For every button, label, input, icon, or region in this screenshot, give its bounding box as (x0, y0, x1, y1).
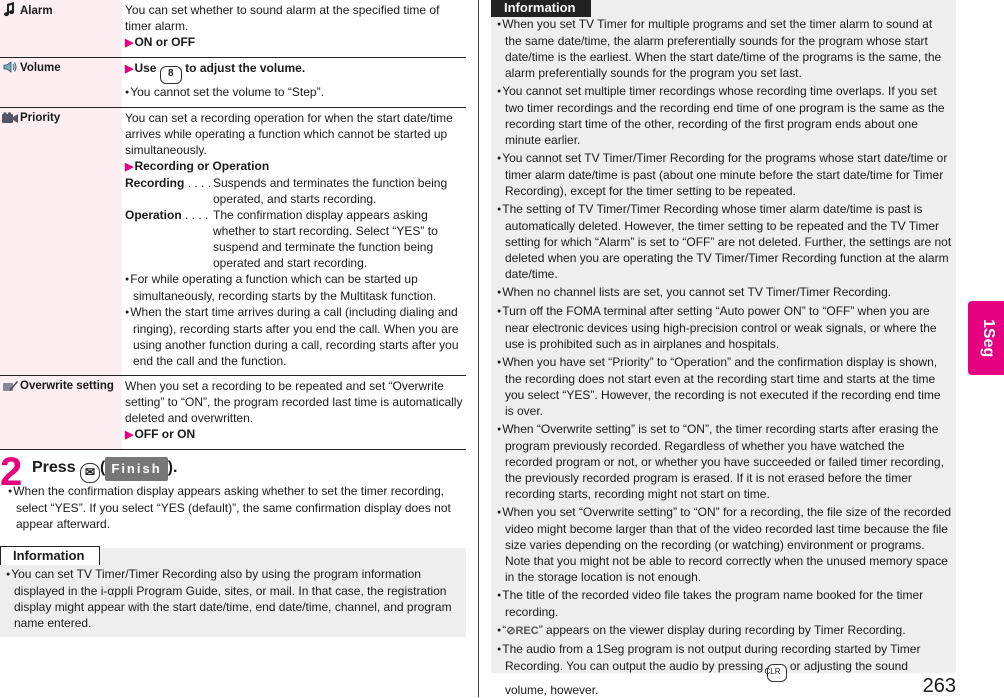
setting-label: Priority (20, 112, 61, 124)
left-column (0, 0, 466, 637)
bullet-item: ● The setting of TV Timer/Timer Recording whose timer alarm date/time is past is automatically deleted. However, the timer setting to be repeated and the TV Timer setting for which “Alarm” is set to “OFF” are not deleted. Further, the settings are not deleted when you are operating the TV Timer/Timer Recording function at the alarm date/time. (497, 201, 952, 282)
step-title: Press ✉ ( Finish ). (32, 456, 466, 483)
page-number: 263 (922, 675, 956, 697)
bullet-item: ● When you set TV Timer for multiple programs and set the timer alarm to sound at the same date/time, the alarm preferentially sounds for the program whose start date/time is the earliest. When the start date/time of the programs is the same, the alarm preferentially sounds for the program you set last. (497, 16, 952, 81)
bullet-item: ● When you have set “Priority” to “Operation” and the confirmation display is shown, the recording does not start even at the recording start time and starts at the time you select “YES”. However, the recording is not executed if the recording end time is over. (497, 354, 952, 419)
priority-camera-icon (2, 112, 20, 129)
arrow-icon: ▶ (125, 63, 134, 75)
bullet-item: ● The title of the recorded video file takes the program name booked for the timer recording. (497, 587, 952, 620)
finish-softkey-icon: Finish (105, 457, 167, 481)
bullet-item: ● When the start time arrives during a call (including dialing and ringing), recording starts after you end the call. When you are using another function during a call, recording starts after you end the call and the function. (125, 304, 464, 369)
bullet-item: ● You can set TV Timer/Timer Recording also by using the program information displayed in the i-αppli Program Guide, sites, or mail. In that case, the registration display might appear with the start date/time, end date/time, channel, and program name entered. (6, 566, 460, 631)
setting-label: Alarm (20, 5, 53, 17)
arrow-icon: ▶ (125, 429, 134, 441)
mail-key-icon: ✉ (80, 463, 100, 483)
step-2 (0, 450, 466, 532)
rec-indicator-icon: ⊘REC (506, 625, 539, 637)
setting-description (122, 108, 466, 376)
bullet-item: ● When the confirmation display appears asking whether to set the timer recording, select “YES”. If you select “YES (default)”, the same confirmation display does not appear afterward. (8, 483, 466, 532)
volume-speaker-icon (2, 60, 20, 79)
bullet-item: ● You cannot set TV Timer/Timer Recording for the programs whose start date/time or timer alarm date/time is past (about one minute before the start date/time for Timer Recording), except for the timer setting to be repeated. (497, 150, 952, 199)
bullet-item: ● For while operating a function which can be started up simultaneously, recording starts by the Multitask function. (125, 271, 464, 304)
nav-key-icon: 8 (160, 66, 182, 84)
setting-text: You can set whether to sound alarm at the specified time of timer alarm. (125, 3, 440, 33)
setting-label-cell (0, 58, 122, 108)
setting-description (122, 58, 466, 108)
bullet-item: ● You cannot set multiple timer recordings whose recording time overlaps. If you set two timer recordings and the recording end time of one program is the same as the recording start time of the other, recording of the first program ends about one minute earlier. (497, 83, 952, 148)
bullet-item: ● When “Overwrite setting” is set to “ON”, the timer recording starts after erasing the program previously recorded. Regardless of whether you have watched the recorded program or not, or whether you have succeeded or failed timer recording, the previously recorded program is erased. If it is not erased before the timer recording starts, recording might not start on time. (497, 421, 952, 502)
setting-option: ▶Use 8 to adjust the volume. (125, 60, 464, 84)
column-divider (478, 0, 479, 697)
information-box-left (0, 548, 466, 637)
alarm-note-icon (2, 2, 20, 22)
setting-label: Overwrite setting (20, 380, 114, 392)
setting-label-cell (0, 376, 122, 450)
setting-row-priority (0, 108, 466, 376)
setting-row-overwrite (0, 376, 466, 450)
bullet-item: ● You cannot set the volume to “Step”. (125, 84, 464, 101)
clr-key-icon: CLR (767, 664, 787, 682)
setting-row-alarm (0, 0, 466, 58)
information-tag: Information (491, 0, 591, 17)
setting-option: ▶OFF or ON (125, 427, 196, 441)
arrow-icon: ▶ (125, 37, 134, 49)
definition-term: Operation . . . . (125, 208, 209, 222)
bullet-item: ● When no channel lists are set, you cannot set TV Timer/Timer Recording. (497, 284, 952, 301)
setting-description (122, 376, 466, 450)
setting-label-cell (0, 0, 122, 58)
setting-description (122, 0, 466, 58)
overwrite-icon (2, 380, 20, 397)
setting-option: ▶Recording or Operation (125, 159, 270, 173)
bullet-item: ● The audio from a 1Seg program is not output during recording started by Timer Recording. You can output the audio by pressing CLR or adjusting the sound volume, however. (497, 641, 952, 698)
arrow-icon: ▶ (125, 161, 134, 173)
section-side-tab: 1Seg (968, 301, 1004, 375)
step-number: 2 (0, 450, 23, 494)
setting-text: When you set a recording to be repeated and set “Overwrite setting” to “ON”, the program recorded last time is automatically deleted and overwritten. (125, 379, 463, 425)
definition-term: Recording . . . . (125, 176, 212, 190)
information-tag: Information (0, 546, 100, 565)
bullet-item: ● “⊘REC” appears on the viewer display during recording by Timer Recording. (497, 622, 952, 639)
definition-desc: The confirmation display appears asking whether to start recording. Select “YES” to suspend and terminate the function being operated and start recording. (213, 208, 438, 270)
setting-option: ▶ON or OFF (125, 35, 196, 49)
setting-row-volume (0, 58, 466, 108)
settings-table (0, 0, 466, 450)
definition-list (125, 175, 464, 271)
definition-desc: Suspends and terminates the function being operated, and starts recording. (213, 176, 448, 206)
setting-label-cell (0, 108, 122, 376)
bullet-item: ● Turn off the FOMA terminal after setting “Auto power ON” to “OFF” when you are near electronic devices using high-precision control or weak signals, or where the use is prohibited such as in airplanes and hospitals. (497, 303, 952, 352)
bullet-item: ● When you set “Overwrite setting” to “ON” for a recording, the file size of the recorded video might become larger than that of the video recorded last time because the file size varies depending on the recording (or watching) environment or programs. Note that you might not be able to record correctly when the unused memory space in the storage location is not enough. (497, 504, 952, 585)
setting-text: You can set a recording operation for when the start date/time arrives while operating a function which cannot be started up simultaneously. (125, 111, 453, 157)
setting-label: Volume (20, 62, 61, 74)
